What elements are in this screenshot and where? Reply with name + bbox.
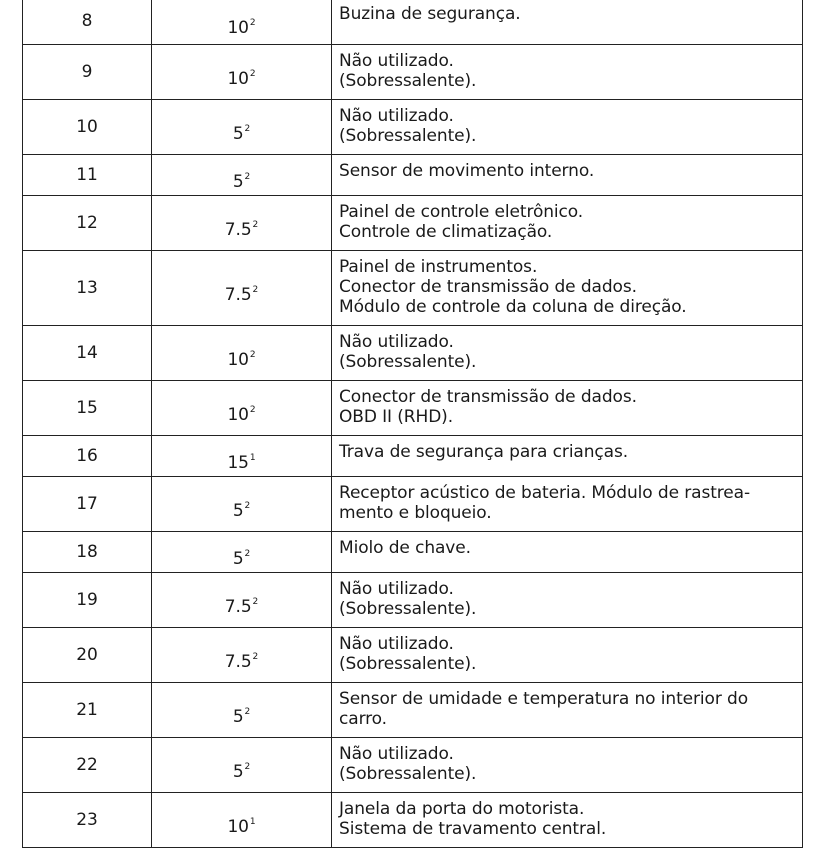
component-description: Não utilizado. [339,579,454,599]
component-description: Controle de climatização. [339,222,553,242]
fuse-rating: 5 [232,548,244,569]
fuse-rating-cell [152,532,332,573]
component-description: Não utilizado. [339,51,454,71]
component-description: Trava de segurança para crianças. [339,442,629,462]
fuse-number: 11 [76,165,98,185]
component-description: Painel de controle eletrônico. [339,202,584,222]
footnote-marker: 2 [249,68,256,79]
table-row [23,326,803,381]
component-description: Não utilizado. [339,634,454,654]
protected-components-cell [332,100,803,155]
fuse-number: 15 [76,398,98,418]
component-description: Não utilizado. [339,106,454,126]
fuse-rating-cell [152,683,332,738]
fuse-rating-cell [152,100,332,155]
component-description: Não utilizado. [339,332,454,352]
table-row [23,100,803,155]
footnote-marker: 2 [249,17,256,28]
protected-components-cell [332,251,803,326]
fuse-rating-cell [152,326,332,381]
fuse-number-cell [23,793,152,848]
fuse-rating: 7.5 [224,284,252,305]
fuse-number-cell [23,155,152,196]
footnote-marker: 2 [252,596,259,607]
fuse-number-cell [23,0,152,45]
footnote-marker: 2 [244,706,251,717]
fuse-number-cell [23,738,152,793]
fuse-number-cell [23,100,152,155]
fuse-rating: 7.5 [224,651,252,672]
component-description: Conector de transmissão de dados. [339,277,637,297]
table-row [23,45,803,100]
footnote-marker: 2 [244,500,251,511]
fuse-rating: 7.5 [224,596,252,617]
footnote-marker: 2 [244,171,251,182]
protected-components-cell [332,0,803,45]
fuse-number-cell [23,573,152,628]
fuse-rating: 5 [232,171,244,192]
component-description: Não utilizado. [339,744,454,764]
table-row [23,477,803,532]
table-row [23,683,803,738]
fuse-number: 9 [81,62,93,82]
fuse-number-cell [23,326,152,381]
footnote-marker: 2 [244,761,251,772]
fuse-number: 19 [76,590,98,610]
fuse-number: 21 [76,700,98,720]
fuse-number: 10 [76,117,98,137]
table-row [23,436,803,477]
protected-components-cell [332,573,803,628]
fuse-number-cell [23,196,152,251]
fuse-number: 8 [81,11,93,31]
component-description: (Sobressalente). [339,764,477,784]
footnote-marker: 2 [249,404,256,415]
component-description: (Sobressalente). [339,599,477,619]
component-description: carro. [339,709,387,729]
component-description: Módulo de controle da coluna de direção. [339,297,687,317]
protected-components-cell [332,381,803,436]
fuse-rating-cell [152,738,332,793]
fuse-rating: 10 [227,816,249,837]
protected-components-cell [332,532,803,573]
fuse-rating: 5 [232,706,244,727]
footnote-marker: 1 [249,816,256,827]
table-row [23,251,803,326]
fuse-rating: 10 [227,349,249,370]
fuse-rating-cell [152,196,332,251]
footnote-marker: 2 [252,284,259,295]
protected-components-cell [332,683,803,738]
component-description: Sistema de travamento central. [339,819,607,839]
fuse-rating: 10 [227,404,249,425]
component-description: Painel de instrumentos. [339,257,538,277]
footnote-marker: 2 [244,123,251,134]
fuse-number-cell [23,381,152,436]
footnote-marker: 2 [244,548,251,559]
component-description: Conector de transmissão de dados. [339,387,637,407]
protected-components-cell [332,477,803,532]
fuse-number-cell [23,628,152,683]
component-description: Buzina de segurança. [339,4,521,24]
footnote-marker: 1 [249,452,256,463]
fuse-rating-cell [152,573,332,628]
fuse-table-body [23,0,803,848]
table-row [23,155,803,196]
protected-components-cell [332,196,803,251]
fuse-rating-cell [152,477,332,532]
table-row [23,0,803,45]
component-description: (Sobressalente). [339,654,477,674]
protected-components-cell [332,155,803,196]
protected-components-cell [332,628,803,683]
table-row [23,381,803,436]
fuse-rating-cell [152,628,332,683]
fuse-number: 17 [76,494,98,514]
fuse-number-cell [23,477,152,532]
fuse-number: 13 [76,278,98,298]
fuse-rating: 5 [232,500,244,521]
table-row [23,738,803,793]
table-row [23,628,803,683]
fuse-rating: 5 [232,123,244,144]
fuse-number-cell [23,683,152,738]
fuse-number-cell [23,532,152,573]
fuse-rating-cell [152,436,332,477]
footnote-marker: 2 [252,651,259,662]
fuse-rating-cell [152,251,332,326]
component-description: Miolo de chave. [339,538,471,558]
table-row [23,573,803,628]
fuse-rating: 5 [232,761,244,782]
fuse-number: 23 [76,810,98,830]
fuse-number: 16 [76,446,98,466]
component-description: Receptor acústico de bateria. Módulo de rastrea- [339,483,750,503]
fuse-number-cell [23,436,152,477]
fuse-number: 20 [76,645,98,665]
fuse-number: 14 [76,343,98,363]
protected-components-cell [332,738,803,793]
fuse-number-cell [23,251,152,326]
component-description: Sensor de umidade e temperatura no interior do [339,689,749,709]
component-description: Sensor de movimento interno. [339,161,595,181]
component-description: (Sobressalente). [339,126,477,146]
protected-components-cell [332,793,803,848]
footnote-marker: 2 [249,349,256,360]
component-description: (Sobressalente). [339,71,477,91]
fuse-rating-cell [152,155,332,196]
fuse-rating: 10 [227,17,249,38]
fuse-rating: 7.5 [224,219,252,240]
fuse-number: 12 [76,213,98,233]
fuse-rating: 15 [227,452,249,473]
component-description: Janela da porta do motorista. [339,799,585,819]
fuse-rating: 10 [227,68,249,89]
fuse-rating-cell [152,793,332,848]
footnote-marker: 2 [252,219,259,230]
fuse-rating-cell [152,381,332,436]
fuse-rating-cell [152,45,332,100]
protected-components-cell [332,45,803,100]
protected-components-cell [332,326,803,381]
fuse-number: 22 [76,755,98,775]
protected-components-cell [332,436,803,477]
table-row [23,793,803,848]
table-row [23,196,803,251]
component-description: (Sobressalente). [339,352,477,372]
component-description: OBD II (RHD). [339,407,454,427]
fuse-rating-cell [152,0,332,45]
component-description: mento e bloqueio. [339,503,492,523]
fuse-number-cell [23,45,152,100]
fuse-table [22,0,803,848]
table-row [23,532,803,573]
fuse-number: 18 [76,542,98,562]
